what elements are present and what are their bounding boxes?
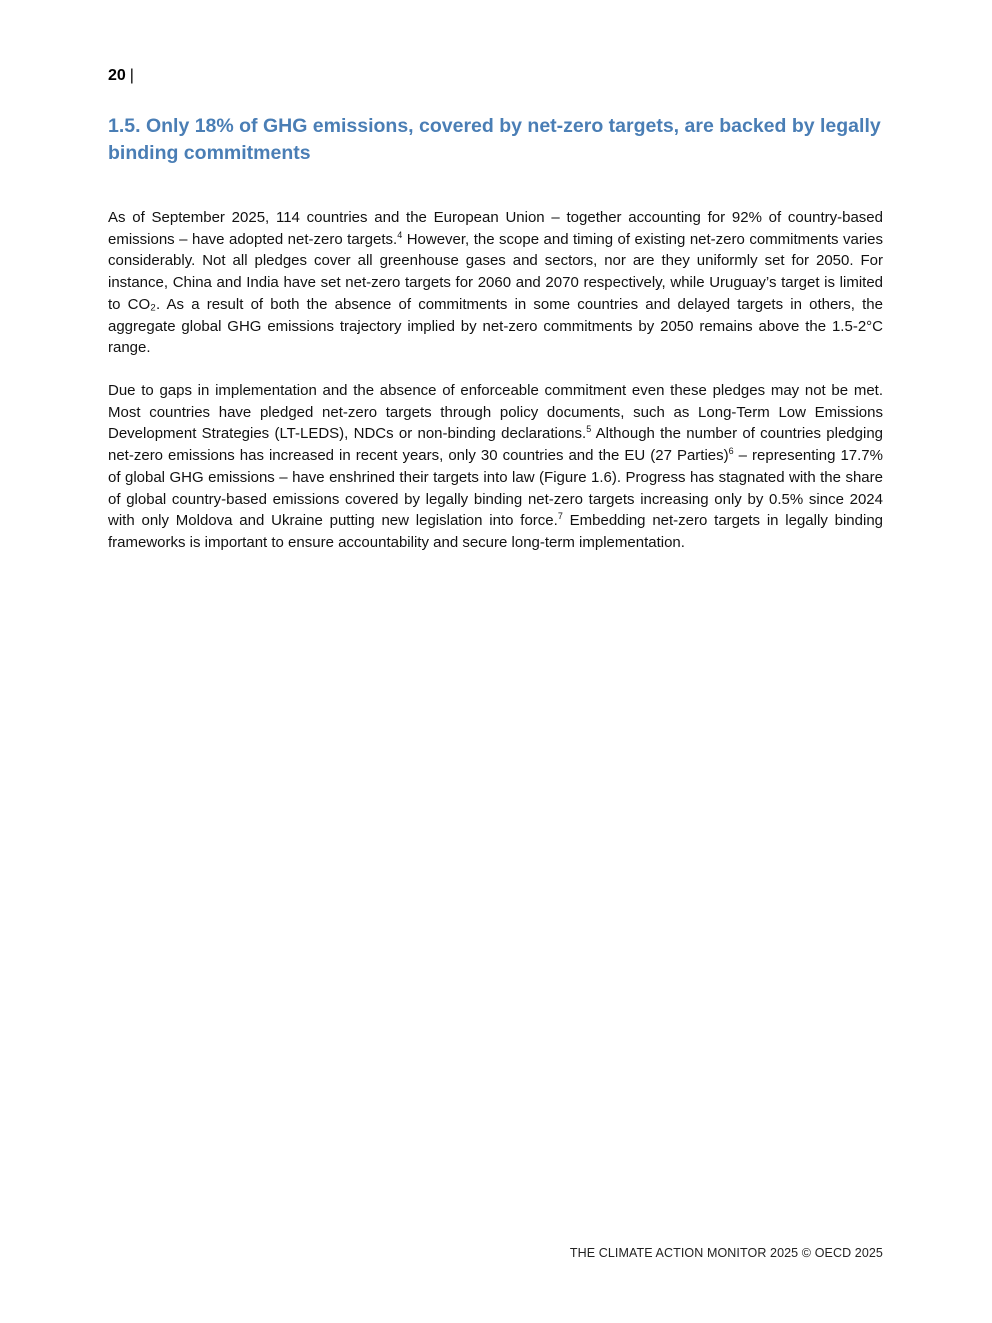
footnote-ref-5[interactable]: 5 xyxy=(586,424,592,435)
body-paragraph-1 xyxy=(108,207,883,359)
paragraph-1-text-a: As of September 2025, 114 countries and the European Union – together accounting for 92% of country-based emissions – have adopted net-zero targets. xyxy=(108,209,883,248)
footnote-ref-4[interactable]: 4 xyxy=(397,229,403,240)
page-number-value: 20 xyxy=(108,67,126,84)
paragraph-2-text-c: – representing 17.7% of global GHG emissions – have enshrined their targets into law (Figure 1.6). Progress has stagnated with the share of global country-based emissions covered by legally binding net-zero targets increasing only by 0.5% since 2024 with only Moldova and Ukraine putting new legislation into force. xyxy=(108,447,883,530)
page-number xyxy=(108,66,134,86)
page-number-separator: | xyxy=(129,67,134,84)
footnote-ref-7[interactable]: 7 xyxy=(557,511,563,522)
paragraph-1-text-b: However, the scope and timing of existing net-zero commitments varies considerably. Not all pledges cover all greenhouse gases and sectors, nor are they uniformly set for 2050. For instance, China and India have set net-zero targets for 2060 and 2070 respectively, while Uruguay’s target is limited to CO₂. As a result of both the absence of commitments in some countries and delayed targets in others, the aggregate global GHG emissions trajectory implied by net-zero commitments by 2050 remains above the 1.5-2°C range. xyxy=(108,230,883,357)
paragraph-2-text-d: Embedding net-zero targets in legally binding frameworks is important to ensure accountability and secure long-term implementation. xyxy=(108,512,883,551)
body-paragraph-2 xyxy=(108,380,883,554)
section-title: 1.5. Only 18% of GHG emissions, covered by net-zero targets, are backed by legally binding commitments xyxy=(108,115,881,164)
page-footer: THE CLIMATE ACTION MONITOR 2025 © OECD 2025 xyxy=(569,1246,883,1260)
paragraph-2-text-b: Although the number of countries pledging net-zero emissions has increased in recent years, only 30 countries and the EU (27 Parties) xyxy=(108,425,884,465)
paragraph-2-text-a: Due to gaps in implementation and the absence of enforceable commitment even these pledges may not be met. Most countries have pledged net-zero targets through policy documents, such as Long-Term Low Emissions Development Strategies (LT-LEDS), NDCs or non-binding declarations. xyxy=(108,382,883,443)
footnote-ref-6[interactable]: 6 xyxy=(728,446,734,457)
